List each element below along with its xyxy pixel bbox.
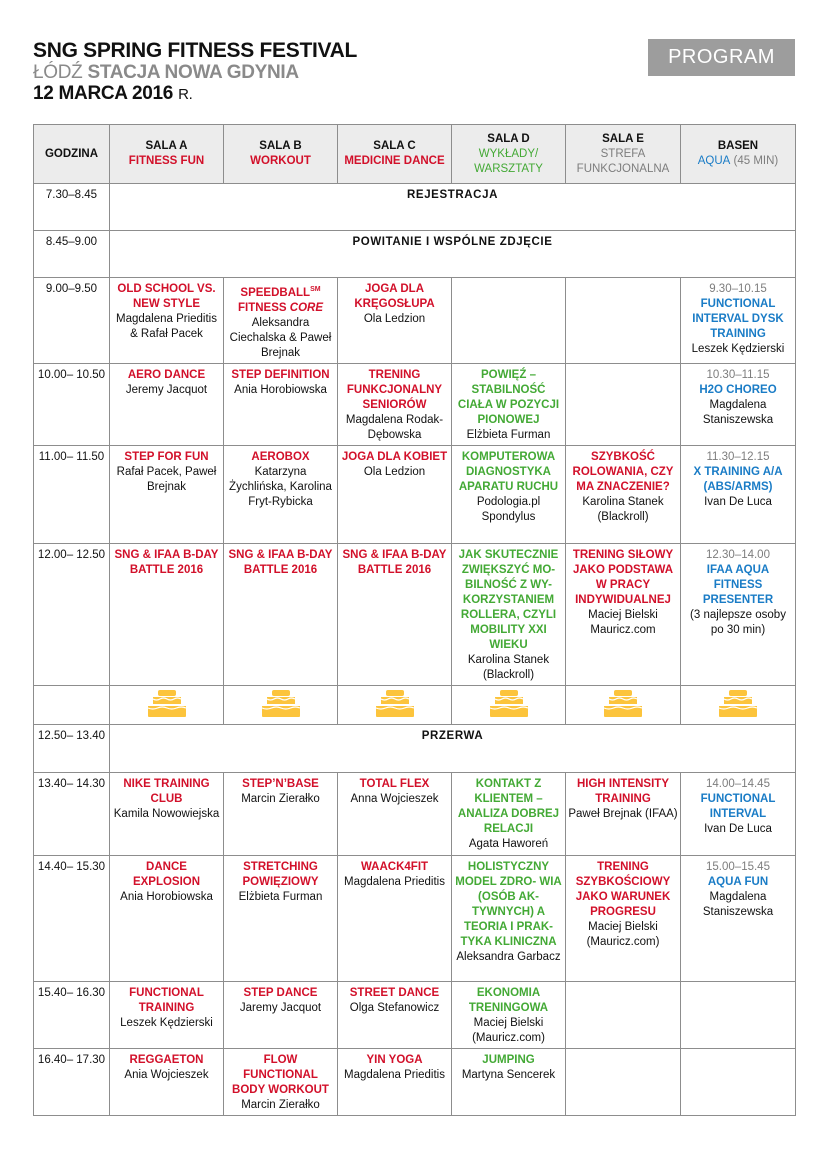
instructor: Maciej Bielski (Mauricz.com) (472, 1016, 545, 1044)
session-title: SNG & IFAA B-DAY BATTLE 2016 (114, 548, 219, 576)
cake-cell (110, 685, 224, 724)
session-cell (681, 855, 796, 981)
time-cell: 8.45–9.00 (34, 231, 110, 278)
instructor: Podologia.pl Spondylus (476, 495, 541, 523)
cake-cell (452, 685, 566, 724)
session-cell (452, 543, 566, 685)
col-label: BASEN (717, 140, 759, 152)
session-title: NIKE TRAINING CLUB (123, 777, 210, 805)
time-cell: 12.00– 12.50 (34, 543, 110, 685)
session-cell (566, 543, 681, 685)
session-title: FUNCTIONAL INTERVAL (700, 792, 776, 820)
session-title: JOGA DLA KOBIET (341, 450, 448, 463)
col-sub-extra: (45 MIN) (733, 155, 779, 167)
festival-title: SNG SPRING FITNESS FESTIVAL (33, 39, 358, 62)
instructor: Leszek Kędzierski (120, 1016, 213, 1029)
session-cell (338, 543, 452, 685)
instructor: Rafał Pacek, Paweł Brejnak (116, 465, 217, 493)
time-cell: 15.40– 16.30 (34, 981, 110, 1048)
time-cell: 7.30–8.45 (34, 184, 110, 231)
cake-cell (224, 685, 338, 724)
session-title (226, 282, 335, 316)
session-title: STEP’N’BASE (242, 777, 319, 790)
instructor: Magdalena Prieditis (343, 875, 445, 888)
session-title: JAK SKUTECZNIE ZWIĘKSZYĆ MO- BILNOŚĆ Z WY- KORZYSTANIEM ROLLERA, CZYLI MOBILITY XXI WIEKU (458, 548, 559, 651)
registration-cell: REJESTRACJA (110, 184, 796, 231)
session-time: 12.30–14.00 (706, 548, 770, 561)
instructor: Kamila Nowowiejska (113, 807, 220, 820)
empty-cell (681, 1048, 796, 1115)
session-title: REGGAETON (129, 1053, 204, 1066)
service-mark: SM (310, 286, 321, 293)
instructor: Aleksandra Ciechalska & Paweł Brejnak (229, 316, 332, 359)
session-title: STEP DEFINITION (231, 368, 330, 381)
session-cell (452, 445, 566, 543)
session-time: 14.00–14.45 (706, 777, 770, 790)
session-title: STRETCHING POWIĘZIOWY (242, 860, 319, 888)
session-cell (681, 278, 796, 364)
col-header-sala-e (566, 125, 681, 184)
session-title: FUNCTIONAL TRAINING (129, 986, 204, 1014)
col-sub: WORKOUT (250, 155, 311, 167)
birthday-cake-icon (375, 690, 415, 717)
event-date (33, 83, 357, 106)
time-cell: 12.50– 13.40 (34, 724, 110, 772)
instructor: Maciej Bielski (Mauricz.com) (586, 920, 660, 948)
col-label: SALA A (145, 140, 188, 152)
session-cell (452, 1048, 566, 1115)
session-title: SNG & IFAA B-DAY BATTLE 2016 (228, 548, 333, 576)
session-cell (338, 278, 452, 364)
venue: STACJA NOWA GDYNIA (87, 62, 299, 83)
session-title: HOLISTYCZNY MODEL ZDRO- WIA (OSÓB AK- TYWNYCH) A TEORIA I PRAK- TYKA KLINICZNA (455, 860, 562, 948)
session-title: DANCE EXPLOSION (132, 860, 201, 888)
col-header-sala-a (110, 125, 224, 184)
session-cell (338, 363, 452, 445)
date: 12 MARCA 2016 (33, 83, 174, 104)
session-cell (224, 363, 338, 445)
session-title: KOMPUTEROWA DIAGNOSTYKA APARATU RUCHU (458, 450, 559, 493)
instructor: Ania Horobiowska (234, 383, 327, 396)
col-header-sala-d (452, 125, 566, 184)
session-title: JUMPING (482, 1053, 535, 1066)
session-cell (224, 1048, 338, 1115)
col-sub: AQUA (697, 155, 731, 167)
session-cell (110, 278, 224, 364)
session-cell (338, 445, 452, 543)
table-row (34, 981, 796, 1048)
table-row (34, 363, 796, 445)
instructor: (3 najlepsze osoby po 30 min) (690, 608, 786, 636)
instructor: Ola Ledzion (363, 465, 426, 478)
session-cell (110, 363, 224, 445)
instructor: Ania Wojcieszek (124, 1068, 209, 1081)
session-title: EKONOMIA TRENINGOWA (468, 986, 549, 1014)
instructor: Ania Horobiowska (120, 890, 213, 903)
location (33, 62, 357, 83)
instructor: Magdalena Rodak-Dębowska (345, 413, 444, 441)
session-cell (338, 1048, 452, 1115)
session-title: TRENING SZYBKOŚCIOWY JAKO WARUNEK PROGRESU (575, 860, 671, 918)
session-cell (452, 363, 566, 445)
time-cell: 10.00– 10.50 (34, 363, 110, 445)
col-header-sala-c (338, 125, 452, 184)
time-cell: 9.00–9.50 (34, 278, 110, 364)
birthday-cake-icon (489, 690, 529, 717)
table-row (34, 1048, 796, 1115)
time-cell: 11.00– 11.50 (34, 445, 110, 543)
session-cell (566, 445, 681, 543)
cake-row (34, 685, 796, 724)
birthday-cake-icon (603, 690, 643, 717)
instructor: Paweł Brejnak (IFAA) (568, 807, 678, 820)
empty-cell (566, 981, 681, 1048)
session-cell (338, 981, 452, 1048)
session-cell (566, 855, 681, 981)
empty-cell (681, 981, 796, 1048)
session-cell (110, 1048, 224, 1115)
session-cell (681, 543, 796, 685)
instructor: Aleksandra Garbacz (456, 950, 561, 963)
empty-cell (566, 363, 681, 445)
instructor: Jaremy Jacquot (239, 1001, 322, 1014)
col-label: SALA C (373, 140, 416, 152)
session-title-line2: FITNESS (238, 301, 287, 314)
session-cell (110, 855, 224, 981)
session-title-italic: CORE (289, 301, 323, 314)
session-title: TOTAL FLEX (359, 777, 430, 790)
date-suffix: R. (178, 86, 193, 103)
session-title: IFAA AQUA FITNESS PRESENTER (702, 563, 774, 606)
session-title: AERO DANCE (127, 368, 206, 381)
session-title: YIN YOGA (366, 1053, 423, 1066)
session-time: 10.30–11.15 (706, 368, 770, 381)
instructor: Elżbieta Furman (466, 428, 551, 441)
instructor: Magdalena Prieditis (343, 1068, 445, 1081)
program-badge: PROGRAM (648, 39, 795, 76)
session-cell (110, 445, 224, 543)
title-block (33, 40, 357, 106)
session-title: HIGH INTENSITY TRAINING (576, 777, 669, 805)
instructor: Elżbieta Furman (238, 890, 323, 903)
empty-cell (566, 278, 681, 364)
session-title: WAACK4FIT (360, 860, 429, 873)
session-cell (681, 363, 796, 445)
col-sub: STREFA FUNKCJONALNA (576, 147, 670, 175)
table-row (34, 231, 796, 278)
session-cell (224, 772, 338, 855)
table-row (34, 278, 796, 364)
col-label: SALA D (487, 132, 530, 145)
instructor: Ivan De Luca (704, 822, 772, 835)
cake-cell (681, 685, 796, 724)
session-title: OLD SCHOOL VS. NEW STYLE (117, 283, 216, 310)
instructor: Jeremy Jacquot (125, 383, 208, 396)
time-cell: 14.40– 15.30 (34, 855, 110, 981)
table-row (34, 543, 796, 685)
empty-cell (452, 278, 566, 364)
instructor: Magdalena Staniszewska (702, 398, 774, 426)
session-cell (338, 855, 452, 981)
session-title: TRENING FUNKCJONALNY SENIORÓW (346, 368, 443, 411)
session-title: FUNCTIONAL INTERVAL DYSK TRAINING (692, 298, 784, 340)
instructor: Agata Haworeń (468, 837, 549, 850)
welcome-cell: POWITANIE I WSPÓLNE ZDJĘCIE (110, 231, 796, 278)
instructor: Marcin Zierałko (241, 792, 320, 805)
session-time: 11.30–12.15 (706, 450, 770, 463)
session-title: H2O CHOREO (699, 383, 777, 396)
time-cell: 13.40– 14.30 (34, 772, 110, 855)
instructor: Martyna Sencerek (461, 1068, 556, 1081)
session-title: X TRAINING A/A (ABS/ARMS) (693, 465, 783, 493)
session-cell (224, 445, 338, 543)
cake-cell (566, 685, 681, 724)
session-title: SZYBKOŚĆ ROLOWANIA, CZY MA ZNACZENIE? (572, 450, 674, 493)
instructor: Leszek Kędzierski (691, 343, 785, 355)
session-cell (110, 772, 224, 855)
session-cell (452, 855, 566, 981)
instructor: Olga Stefanowicz (349, 1001, 440, 1014)
session-cell (224, 855, 338, 981)
instructor: Katarzyna Żychlińska, Karolina Fryt-Rybicka (229, 465, 332, 508)
col-header-sala-b (224, 125, 338, 184)
session-title: AQUA FUN (707, 875, 769, 888)
instructor: Magdalena Prieditis & Rafał Pacek (115, 313, 217, 340)
col-sub: WYKŁADY/ WARSZTATY (474, 147, 543, 175)
schedule-table (33, 124, 796, 1116)
session-cell (338, 772, 452, 855)
col-label: GODZINA (44, 147, 99, 160)
session-title: KONTAKT Z KLIENTEM – ANALIZA DOBREJ RELACJI (457, 777, 560, 835)
col-label: SALA B (259, 140, 302, 152)
break-cell: PRZERWA (110, 724, 796, 772)
header-row (34, 125, 796, 184)
city: ŁÓDŹ (33, 62, 83, 83)
instructor: Marcin Zierałko (241, 1098, 320, 1111)
col-label: SALA E (602, 132, 644, 145)
instructor: Magdalena Staniszewska (702, 890, 774, 918)
session-cell (224, 981, 338, 1048)
session-title: TRENING SIŁOWY JAKO PODSTAWA W PRACY INDYWIDUALNEJ (572, 548, 674, 606)
table-row (34, 184, 796, 231)
session-title: STEP FOR FUN (124, 450, 209, 463)
cake-cell (338, 685, 452, 724)
session-cell (110, 543, 224, 685)
empty-cell (566, 1048, 681, 1115)
instructor: Karolina Stanek (Blackroll) (582, 495, 664, 523)
session-title: FLOW FUNCTIONAL BODY WORKOUT (232, 1053, 329, 1096)
session-cell (681, 445, 796, 543)
col-header-basen (681, 125, 796, 184)
instructor: Ola Ledzion (363, 313, 426, 325)
instructor: Maciej Bielski Mauricz.com (588, 608, 658, 636)
session-cell (681, 772, 796, 855)
birthday-cake-icon (718, 690, 758, 717)
time-cell: 16.40– 17.30 (34, 1048, 110, 1115)
session-cell (110, 981, 224, 1048)
col-sub: FITNESS FUN (128, 155, 205, 167)
session-time: 9.30–10.15 (709, 283, 767, 295)
col-sub: MEDICINE DANCE (344, 155, 445, 167)
session-title-main: SPEEDBALL (240, 286, 311, 299)
session-title: STEP DANCE (243, 986, 318, 999)
table-row (34, 724, 796, 772)
empty-cell (34, 685, 110, 724)
session-cell (224, 543, 338, 685)
table-row (34, 445, 796, 543)
col-header-godzina (34, 125, 110, 184)
session-cell (452, 981, 566, 1048)
table-row (34, 772, 796, 855)
instructor: Anna Wojcieszek (350, 792, 439, 805)
session-time: 15.00–15.45 (706, 860, 770, 873)
session-title: JOGA DLA KRĘGOSŁUPA (354, 283, 435, 310)
birthday-cake-icon (147, 690, 187, 717)
session-title: SNG & IFAA B-DAY BATTLE 2016 (342, 548, 447, 576)
table-row (34, 855, 796, 981)
session-cell (566, 772, 681, 855)
session-title: AEROBOX (251, 450, 310, 463)
instructor: Ivan De Luca (704, 495, 772, 508)
birthday-cake-icon (261, 690, 301, 717)
session-cell (452, 772, 566, 855)
session-cell (224, 278, 338, 364)
session-title: POWIĘŹ – STABILNOŚĆ CIAŁA W POZYCJI PIONOWEJ (457, 368, 560, 426)
session-title: STREET DANCE (349, 986, 440, 999)
instructor: Karolina Stanek (Blackroll) (467, 653, 550, 681)
